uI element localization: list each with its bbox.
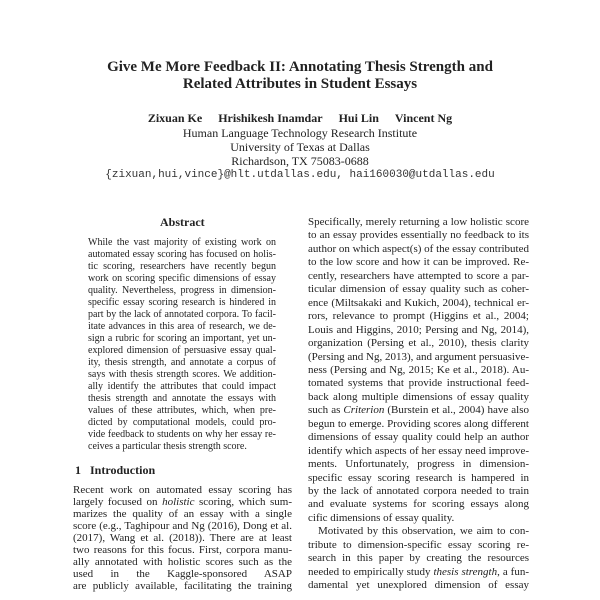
affiliation-address: Richardson, TX 75083-0688 — [231, 154, 369, 168]
text-span: and evaluate systems for scoring essays along — [308, 498, 529, 511]
text-line — [308, 445, 529, 458]
italic-term: thesis strength — [433, 565, 498, 578]
text-line — [308, 391, 529, 404]
text-span: (Burstein et al., 2004) have also — [384, 404, 529, 417]
author-emails: {zixuan,hui,vince}@hlt.utdallas.edu, hai160030@utdallas.edu — [105, 169, 495, 181]
text-span: begun to emerge. Providing scores along different — [308, 417, 529, 430]
text-line — [308, 216, 529, 229]
text-span: While the vast majority of existing work on — [88, 237, 276, 248]
text-span: quality. Nevertheless, progress in dimension- — [88, 285, 276, 296]
text-span: organization (Persing et al., 2010), thesis clarity — [308, 337, 529, 350]
text-line — [308, 243, 529, 256]
author-name: Hrishikesh Inamdar — [218, 111, 323, 125]
text-line — [308, 256, 529, 269]
text-span: damental yet unexplored dimension of essay — [308, 579, 529, 592]
text-span: , a fun- — [497, 565, 529, 578]
text-span: (2017), Wang et al. (2018)). There are at least — [73, 532, 292, 544]
text-span: Louis and Higgins, 2010; Persing and Ng, 2014), — [308, 323, 529, 336]
text-line — [308, 310, 529, 323]
text-span: by the lack of annotated corpora needed to train — [308, 485, 529, 497]
text-span: specific essay scoring research is hampered in — [308, 471, 529, 484]
text-span: specific essay scoring research is hindered in — [88, 297, 276, 308]
section-number: 1 — [75, 463, 81, 477]
text-span: dimensions of essay quality could help an author — [308, 431, 529, 444]
text-line — [308, 472, 529, 485]
text-line — [308, 552, 529, 565]
text-span: ness (Persing and Ng, 2015; Ke et al., 2018). Au- — [308, 363, 529, 376]
section-title: Introduction — [90, 463, 156, 477]
text-span: Motivated by this observation, we aim to con- — [318, 525, 529, 538]
text-span: score (e.g., Taghipour and Ng (2016), Dong et al. — [73, 520, 292, 532]
text-span: cently, researchers have attempted to score a par- — [308, 269, 529, 282]
italic-term: Criterion — [343, 404, 385, 417]
text-line — [308, 431, 529, 444]
text-span: back along multiple dimensions of essay quality — [308, 390, 529, 403]
text-span: ally annotated with holistic scores such as the — [73, 556, 292, 568]
text-line — [308, 512, 529, 525]
text-line — [308, 566, 529, 579]
text-span: marizes the quality of an essay with a single — [73, 508, 292, 520]
text-span: part by the lack of annotated corpora. To facil- — [88, 309, 276, 320]
text-span: automated essay scoring has focused on holis- — [88, 249, 276, 260]
text-line — [308, 270, 529, 283]
text-span: to the low score and how it can be improved. Re- — [308, 256, 529, 269]
text-span: work on scoring specific dimensions of essay — [88, 273, 276, 284]
text-span: Recent work on automated essay scoring has — [73, 484, 292, 496]
author-name: Zixuan Ke — [147, 111, 203, 125]
text-span: ally identify the attributes that could impact — [88, 381, 276, 392]
text-span: ence (Miltsakaki and Kukich, 2004), technical er- — [308, 296, 529, 309]
text-span: dicted by computational models, could pro- — [88, 417, 276, 428]
text-span: (Persing and Ng, 2013), and argument persuasive- — [308, 350, 529, 363]
text-span: ticular dimension of essay quality such as coher- — [308, 283, 529, 296]
text-line — [308, 337, 529, 350]
text-span: needed to empirically study — [308, 565, 434, 578]
text-line — [73, 580, 292, 593]
paper-title-line-2: Related Attributes in Student Essays — [182, 76, 418, 92]
text-span: vide feedback to students on why her essay re- — [88, 429, 276, 440]
affiliation-university: University of Texas at Dallas — [230, 140, 370, 154]
text-line — [308, 324, 529, 337]
text-line — [308, 418, 529, 431]
author-name: Hui Lin — [338, 111, 379, 125]
text-span: explored dimension of persuasive essay qual- — [88, 345, 276, 356]
text-span: Specifically, merely returning a low holistic score — [308, 216, 529, 228]
text-span: ments. Unfortunately, progress in dimension- — [308, 458, 529, 471]
text-span: author on which aspect(s) of the essay contributed — [308, 242, 529, 255]
text-span: two reasons for this focus. First, corpora manu- — [73, 544, 292, 556]
text-span: cific dimensions of essay quality. — [308, 511, 455, 524]
section-heading-introduction — [75, 463, 155, 478]
text-line — [308, 498, 529, 511]
text-line — [308, 377, 529, 390]
text-line — [308, 539, 529, 552]
text-span: says with thesis strength scores. We addition- — [88, 369, 276, 380]
text-line — [88, 440, 276, 453]
text-line — [308, 579, 529, 592]
text-span: thesis strength and annotate the essays with — [88, 393, 276, 404]
author-name: Vincent Ng — [394, 111, 453, 125]
text-span: ceives a particular thesis strength score. — [88, 441, 247, 452]
text-span: are publicly available, facilitating the training — [73, 580, 292, 592]
text-span: such as — [308, 404, 344, 417]
text-line — [308, 283, 529, 296]
text-span: tic scoring, researchers have recently begun — [88, 261, 276, 272]
text-line — [308, 525, 529, 538]
italic-term: holistic — [162, 496, 195, 508]
paper-title-line-1: Give Me More Feedback II: Annotating Thesis Strength and — [107, 59, 493, 75]
text-span: scoring, which sum- — [194, 496, 292, 508]
text-span: tribute to dimension-specific essay scoring re- — [308, 538, 529, 551]
abstract-heading: Abstract — [160, 215, 205, 229]
text-span: rors, relevance to prompt (Higgins et al., 2004; — [308, 310, 529, 323]
affiliation-institute: Human Language Technology Research Institute — [182, 126, 418, 140]
text-span: sign a rubric for scoring an important, yet un- — [88, 333, 276, 344]
text-span: used in the Kaggle-sponsored ASAP — [73, 568, 292, 580]
text-span: search in this paper by creating the resources — [308, 552, 529, 565]
text-line — [308, 229, 529, 242]
text-span: ity, thesis strength, and annotate a corpus of — [88, 357, 276, 368]
text-line — [308, 351, 529, 364]
text-line — [308, 404, 529, 417]
author-list — [0, 111, 600, 126]
text-span: itate advances in this area of research, we de- — [88, 321, 276, 332]
text-span: tomated systems that provide instructional feed- — [308, 377, 529, 390]
text-line — [308, 458, 529, 471]
text-line — [308, 364, 529, 377]
text-span: to an essay provides essentially no feedback to its — [308, 229, 529, 242]
text-span: identify which aspects of her essay need improve- — [308, 444, 529, 457]
text-line — [308, 297, 529, 310]
text-span: largely focused on — [73, 496, 163, 508]
text-line — [308, 485, 529, 498]
text-span: values of these attributes, which, when pre- — [88, 405, 276, 416]
